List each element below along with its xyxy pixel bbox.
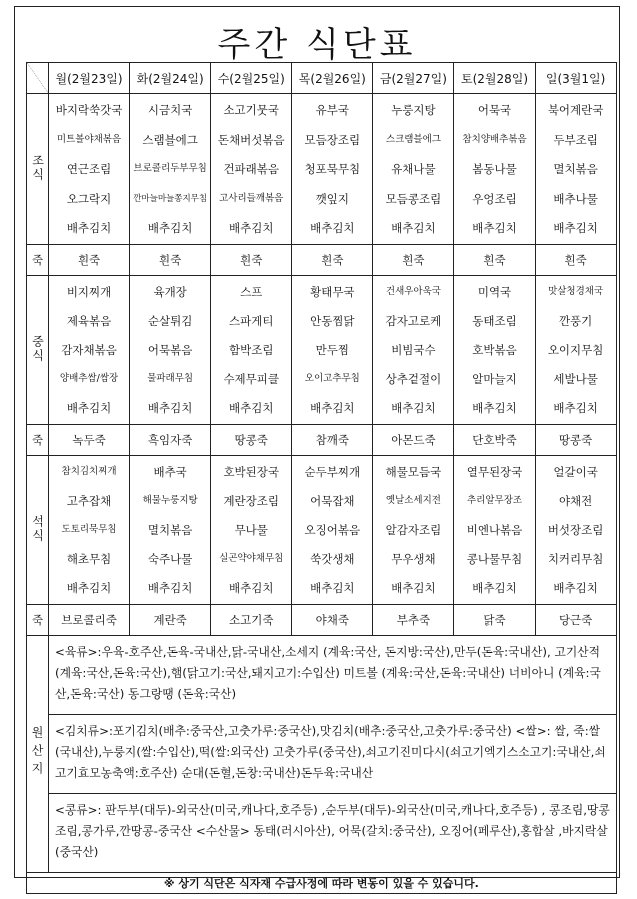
menu-cell <box>49 276 130 425</box>
menu-item: 함박조림 <box>229 343 274 357</box>
day-header: 화(2월24일) <box>130 63 211 94</box>
menu-item: 스파게티 <box>229 314 274 328</box>
menu-cell <box>49 456 130 605</box>
menu-item: 미역국 <box>477 285 512 299</box>
menu-item: 순살튀김 <box>147 314 193 328</box>
menu-item: 배추김치 <box>147 401 193 415</box>
menu-item: 깻잎지 <box>315 191 349 206</box>
menu-item: 비엔나볶음 <box>466 523 523 537</box>
menu-item: 고추잡채 <box>66 494 112 508</box>
menu-item: 배추국 <box>153 465 187 479</box>
origin-label: 원산지 <box>30 725 44 780</box>
lunch-label: 중식 <box>30 334 45 363</box>
menu-item: 배추김치 <box>66 221 112 235</box>
menu-item: 해초무침 <box>66 552 112 566</box>
porridge-cell: 계란죽 <box>130 605 211 636</box>
menu-item: 맛살청경채국 <box>548 286 604 297</box>
menu-item: 청포묵무침 <box>304 162 361 176</box>
porridge-cell: 땅콩죽 <box>535 425 616 456</box>
menu-item: 배추김치 <box>553 221 598 235</box>
menu-cell <box>373 94 454 245</box>
breakfast-row <box>27 94 617 245</box>
meal-label-cell <box>27 605 49 636</box>
menu-item: 깐마늘마늘쫑지무침 <box>133 193 208 204</box>
dinner-row <box>27 456 617 605</box>
menu-cell <box>454 276 535 425</box>
menu-item: 배추김치 <box>472 581 517 595</box>
menu-item: 어묵볶음 <box>147 343 193 357</box>
weekly-menu-table <box>26 62 617 894</box>
menu-item: 안동찜닭 <box>310 314 355 328</box>
lunch_porridge-row <box>27 425 617 456</box>
day-header: 목(2월26일) <box>292 63 373 94</box>
menu-cell <box>535 276 616 425</box>
porridge-cell: 단호박죽 <box>454 425 535 456</box>
day-header: 토(2월28일) <box>454 63 535 94</box>
menu-item: 시금치국 <box>147 103 193 117</box>
porridge-cell: 녹두죽 <box>49 425 130 456</box>
porridge-cell: 흰죽 <box>535 245 616 276</box>
menu-item: 오징어볶음 <box>304 523 361 537</box>
menu-cell <box>211 456 292 605</box>
menu-item: 버섯장조림 <box>547 523 604 537</box>
menu-item: 배추김치 <box>553 581 598 595</box>
menu-item: 세발나물 <box>553 372 598 386</box>
breakfast_porridge-row <box>27 245 617 276</box>
menu-cell <box>292 456 373 605</box>
page-title: 주간 식단표 <box>217 25 417 65</box>
menu-item: 배추김치 <box>229 581 274 595</box>
menu-item: 치커리무침 <box>547 552 604 566</box>
dinner-label: 석식 <box>30 514 45 543</box>
menu-item: 육개장 <box>153 285 187 299</box>
menu-item: 배추김치 <box>310 221 355 235</box>
menu-item: 상추겉절이 <box>385 372 442 386</box>
lunch-row <box>27 276 617 425</box>
menu-item: 제육볶음 <box>66 314 112 328</box>
menu-item: 숙주나물 <box>147 552 193 566</box>
menu-item: 황태무국 <box>310 285 355 299</box>
menu-cell <box>130 456 211 605</box>
menu-item: 해물누룽지탕 <box>142 495 198 506</box>
menu-item: 배추김치 <box>391 401 436 415</box>
porridge-cell: 흰죽 <box>454 245 535 276</box>
menu-item: 도토리묵무침 <box>61 524 117 535</box>
meal-label-cell <box>27 425 49 456</box>
menu-item: 비지찌개 <box>66 285 112 299</box>
menu-cell <box>454 94 535 245</box>
menu-item: 배추김치 <box>229 401 274 415</box>
menu-item: 어묵국 <box>477 103 512 117</box>
menu-item: 실곤약야채무침 <box>219 553 284 564</box>
dinner_porridge-row <box>27 605 617 636</box>
menu-item: 깐풍기 <box>558 314 593 328</box>
menu-item: 배추김치 <box>147 221 193 235</box>
porridge-cell: 닭죽 <box>454 605 535 636</box>
corner-cell <box>27 63 49 94</box>
menu-item: 봄동나물 <box>472 162 517 176</box>
menu-item: 무우생채 <box>391 552 436 566</box>
porridge-cell: 당근죽 <box>535 605 616 636</box>
origin-meat: <육류>:우육-호주산,돈육-국내산,닭-국내산,소세지 (계육:국산, 돈지방:국산),만두(돈육:국내산), 고기산적(계육:국산,돈육:국산),햄(닭고기:국산,돼지고기:수입산) 미트볼 (계육:국산,돈육:국내산) 너비아니 (계육:국산,돈육:국산) 동그랑땡 (돈육:국산) <box>49 636 617 715</box>
menu-cell <box>130 276 211 425</box>
dinner_porridge-label: 죽 <box>31 613 44 627</box>
menu-item: 배추김치 <box>66 401 112 415</box>
menu-item: 두부조림 <box>553 132 598 147</box>
menu-item: 물파래무침 <box>147 373 194 384</box>
menu-item: 오그락지 <box>66 191 112 206</box>
porridge-cell: 소고기죽 <box>211 605 292 636</box>
origin-beans: <콩류>: 판두부(대두)-외국산(미국,캐나다,호주등) ,순두부(대두)-외국산(미국,캐나다,호주등) , 콩조림,땅콩조림,콩가루,깐땅콩-중국산 <수산물> 동태(러시아산), 어묵(갈치:중국산), 오징어(페루산),홍합살 ,바지락살(중국산) <box>49 794 617 873</box>
menu-item: 배추나물 <box>553 191 598 206</box>
menu-item: 바지락쑥갓국 <box>55 103 123 117</box>
menu-item: 동태조림 <box>472 314 517 328</box>
porridge-cell: 땅콩죽 <box>211 425 292 456</box>
menu-item: 유채나물 <box>391 162 436 176</box>
menu-item: 얼갈이국 <box>553 465 598 479</box>
menu-item: 배추김치 <box>391 221 436 235</box>
menu-item: 배추김치 <box>310 401 355 415</box>
porridge-cell: 부추죽 <box>373 605 454 636</box>
menu-item: 배추김치 <box>472 221 517 235</box>
menu-item: 배추김치 <box>147 581 193 595</box>
day-header: 일(3월1일) <box>535 63 616 94</box>
menu-item: 미트볼야채볶음 <box>56 133 122 145</box>
menu-item: 브로콜리두부무침 <box>133 163 207 174</box>
menu-cell <box>292 276 373 425</box>
menu-item: 비빔국수 <box>391 343 436 357</box>
meal-label-cell <box>27 94 49 245</box>
breakfast_porridge-label: 죽 <box>31 253 44 267</box>
menu-item: 만두찜 <box>315 343 349 357</box>
menu-item: 참치양배추볶음 <box>462 133 527 145</box>
menu-item: 누룽지탕 <box>391 103 436 117</box>
menu-item: 스프 <box>240 285 263 299</box>
menu-item: 북어계란국 <box>547 103 604 117</box>
menu-item: 오이고추무침 <box>304 373 360 384</box>
menu-item: 옛날소세지전 <box>385 495 441 506</box>
notice-row <box>27 873 617 894</box>
origin-row <box>27 715 617 794</box>
menu-item: 콩나물무침 <box>466 552 523 566</box>
porridge-cell: 흰죽 <box>49 245 130 276</box>
meal-label-cell <box>27 245 49 276</box>
menu-item: 연근조림 <box>66 162 112 176</box>
origin-row <box>27 794 617 873</box>
menu-item: 배추김치 <box>391 581 436 595</box>
menu-item: 참치김치찌개 <box>61 466 117 477</box>
menu-item: 쑥갓생채 <box>310 552 355 566</box>
origin-kimchi: <김치류>:포기김치(배추:중국산,고춧가루:중국산),맛김치(배추:중국산,고춧가루:중국산) <쌀>: 쌀, 죽:쌀(국내산),누룽지(쌀:수입산),떡(쌀:외국산) 고춧가루(중국산),쇠고기진미다시(쇠고기엑기스소고기:국내산,쇠고기효모농축액:호주산) 순대(돈혈,돈창:국내산)돈두육:국내산 <box>49 715 617 794</box>
menu-item: 양배추쌈/쌈장 <box>59 373 119 384</box>
menu-item: 호박된장국 <box>223 465 279 479</box>
menu-item: 건파래볶음 <box>223 162 279 176</box>
menu-item: 소고기뭇국 <box>223 103 279 117</box>
menu-item: 스크램블에그 <box>385 133 441 145</box>
menu-item: 돈채버섯볶음 <box>217 132 285 147</box>
menu-item: 감자고로케 <box>385 314 442 328</box>
origin-row <box>27 636 617 715</box>
menu-item: 멸치볶음 <box>147 523 193 537</box>
menu-cell <box>535 94 616 245</box>
menu-item: 해물모듬국 <box>385 465 442 479</box>
meal-label-cell <box>27 276 49 425</box>
menu-item: 야채전 <box>558 494 593 508</box>
menu-item: 유부국 <box>315 103 349 117</box>
menu-cell <box>211 94 292 245</box>
menu-item: 감자채볶음 <box>61 343 117 357</box>
porridge-cell: 참깨죽 <box>292 425 373 456</box>
menu-cell <box>49 94 130 245</box>
menu-item: 추리알무장조 <box>466 495 523 506</box>
meal-label-cell <box>27 456 49 605</box>
menu-cell <box>454 456 535 605</box>
menu-item: 무나물 <box>234 523 268 537</box>
menu-item: 배추김치 <box>66 581 112 595</box>
menu-item: 배추김치 <box>310 581 355 595</box>
menu-item: 어묵잡채 <box>310 494 355 508</box>
menu-cell <box>535 456 616 605</box>
menu-item: 모듬장조림 <box>304 132 361 147</box>
day-header: 수(2월25일) <box>211 63 292 94</box>
menu-item: 오이지무침 <box>547 343 604 357</box>
menu-cell <box>211 276 292 425</box>
origin-label-cell <box>27 636 49 873</box>
porridge-cell: 흰죽 <box>130 245 211 276</box>
menu-item: 배추김치 <box>553 401 598 415</box>
menu-item: 건새우아욱국 <box>385 286 441 297</box>
day-header: 월(2월23일) <box>49 63 130 94</box>
porridge-cell: 흑임자죽 <box>130 425 211 456</box>
menu-cell <box>373 456 454 605</box>
porridge-cell: 흰죽 <box>292 245 373 276</box>
menu-item: 스램블에그 <box>142 132 198 147</box>
menu-cell <box>292 94 373 245</box>
porridge-cell: 브로콜리죽 <box>49 605 130 636</box>
porridge-cell: 야채죽 <box>292 605 373 636</box>
menu-item: 열무된장국 <box>466 465 523 479</box>
menu-item: 알마늘지 <box>472 372 517 386</box>
menu-cell <box>373 276 454 425</box>
menu-item: 배추김치 <box>229 221 274 235</box>
lunch_porridge-label: 죽 <box>31 433 44 447</box>
notice-text: ※ 상기 식단은 식자재 수급사정에 따라 변동이 있을 수 있습니다. <box>27 873 617 894</box>
menu-item: 멸치볶음 <box>553 162 598 176</box>
day-header: 금(2월27일) <box>373 63 454 94</box>
menu-cell <box>130 94 211 245</box>
menu-item: 수제무피클 <box>223 372 279 386</box>
breakfast-label: 조식 <box>30 153 45 182</box>
porridge-cell: 흰죽 <box>373 245 454 276</box>
porridge-cell: 흰죽 <box>211 245 292 276</box>
porridge-cell: 아몬드죽 <box>373 425 454 456</box>
menu-item: 고사리들깨볶음 <box>219 192 284 204</box>
menu-item: 계란장조림 <box>223 494 279 508</box>
menu-item: 배추김치 <box>472 401 517 415</box>
menu-item: 순두부찌개 <box>304 465 361 479</box>
menu-item: 알감자조림 <box>385 523 442 537</box>
menu-item: 우엉조림 <box>472 191 517 206</box>
menu-item: 모듬콩조림 <box>385 191 442 206</box>
menu-item: 호박볶음 <box>472 343 517 357</box>
